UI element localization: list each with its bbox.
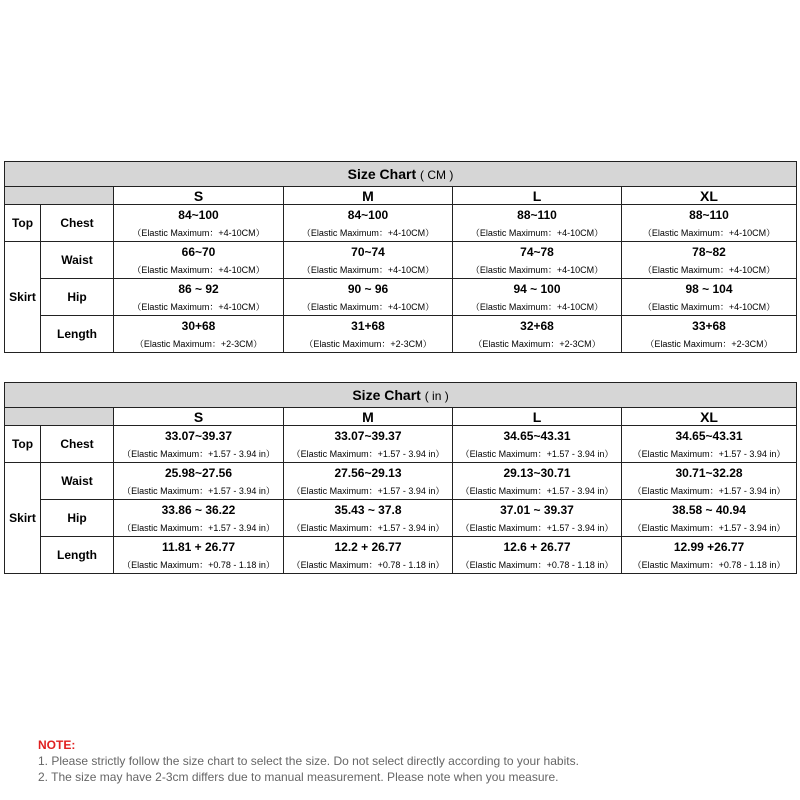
- elastic-note: （Elastic Maximum：+0.78 - 1.18 in）: [622, 556, 797, 574]
- size-header: S: [114, 408, 284, 426]
- size-header: XL: [622, 187, 797, 205]
- size-header: M: [284, 187, 453, 205]
- size-value: 84~100: [284, 205, 453, 225]
- elastic-note: （Elastic Maximum：+1.57 - 3.94 in）: [114, 482, 284, 500]
- size-value: 90 ~ 96: [284, 279, 453, 299]
- size-value: 74~78: [453, 242, 622, 262]
- size-value: 12.2 + 26.77: [284, 537, 453, 557]
- size-value: 33.07~39.37: [284, 426, 453, 446]
- elastic-note: （Elastic Maximum：+1.57 - 3.94 in）: [114, 519, 284, 537]
- size-value: 70~74: [284, 242, 453, 262]
- elastic-note: （Elastic Maximum：+2-3CM）: [453, 335, 622, 353]
- group-label-skirt: Skirt: [5, 242, 41, 353]
- elastic-note: （Elastic Maximum：+1.57 - 3.94 in）: [114, 445, 284, 463]
- elastic-note: （Elastic Maximum：+4-10CM）: [114, 224, 284, 242]
- size-value: 84~100: [114, 205, 284, 225]
- measurement-label: Length: [41, 316, 114, 353]
- elastic-note: （Elastic Maximum：+4-10CM）: [114, 261, 284, 279]
- size-value: 66~70: [114, 242, 284, 262]
- elastic-note: （Elastic Maximum：+4-10CM）: [622, 261, 797, 279]
- header-blank: [5, 187, 114, 205]
- size-value: 94 ~ 100: [453, 279, 622, 299]
- elastic-note: （Elastic Maximum：+4-10CM）: [622, 224, 797, 242]
- size-value: 27.56~29.13: [284, 463, 453, 483]
- elastic-note: （Elastic Maximum：+1.57 - 3.94 in）: [622, 482, 797, 500]
- elastic-note: （Elastic Maximum：+4-10CM）: [284, 298, 453, 316]
- elastic-note: （Elastic Maximum：+2-3CM）: [284, 335, 453, 353]
- elastic-note: （Elastic Maximum：+1.57 - 3.94 in）: [622, 519, 797, 537]
- size-value: 12.6 + 26.77: [453, 537, 622, 557]
- chart-unit: ( CM ): [420, 168, 454, 182]
- notes-section: [38, 737, 579, 785]
- group-label-skirt: Skirt: [5, 463, 41, 574]
- size-value: 33+68: [622, 316, 797, 336]
- size-value: 12.99 +26.77: [622, 537, 797, 557]
- size-value: 25.98~27.56: [114, 463, 284, 483]
- size-value: 98 ~ 104: [622, 279, 797, 299]
- note-item: 1. Please strictly follow the size chart to select the size. Do not select directly according to your habits.: [38, 754, 579, 768]
- elastic-note: （Elastic Maximum：+4-10CM）: [284, 261, 453, 279]
- size-header: L: [453, 408, 622, 426]
- size-value: 29.13~30.71: [453, 463, 622, 483]
- measurement-label: Chest: [41, 205, 114, 242]
- elastic-note: （Elastic Maximum：+2-3CM）: [114, 335, 284, 353]
- notes-label: NOTE:: [38, 738, 76, 752]
- elastic-note: （Elastic Maximum：+4-10CM）: [453, 224, 622, 242]
- chart-unit: ( in ): [424, 389, 449, 403]
- size-value: 33.07~39.37: [114, 426, 284, 446]
- measurement-label: Hip: [41, 279, 114, 316]
- size-value: 86 ~ 92: [114, 279, 284, 299]
- size-value: 34.65~43.31: [453, 426, 622, 446]
- group-label-top: Top: [5, 426, 41, 463]
- elastic-note: （Elastic Maximum：+2-3CM）: [622, 335, 797, 353]
- size-value: 30.71~32.28: [622, 463, 797, 483]
- header-blank: [5, 408, 114, 426]
- size-chart-cm-table: [4, 161, 797, 353]
- size-value: 11.81 + 26.77: [114, 537, 284, 557]
- elastic-note: （Elastic Maximum：+0.78 - 1.18 in）: [114, 556, 284, 574]
- chart-title: [5, 383, 797, 408]
- size-value: 88~110: [453, 205, 622, 225]
- measurement-label: Hip: [41, 500, 114, 537]
- measurement-label: Waist: [41, 463, 114, 500]
- size-value: 37.01 ~ 39.37: [453, 500, 622, 520]
- chart-title: [5, 162, 797, 187]
- elastic-note: （Elastic Maximum：+1.57 - 3.94 in）: [453, 519, 622, 537]
- size-value: 35.43 ~ 37.8: [284, 500, 453, 520]
- elastic-note: （Elastic Maximum：+1.57 - 3.94 in）: [284, 445, 453, 463]
- elastic-note: （Elastic Maximum：+4-10CM）: [622, 298, 797, 316]
- elastic-note: （Elastic Maximum：+1.57 - 3.94 in）: [622, 445, 797, 463]
- elastic-note: （Elastic Maximum：+0.78 - 1.18 in）: [284, 556, 453, 574]
- measurement-label: Length: [41, 537, 114, 574]
- elastic-note: （Elastic Maximum：+1.57 - 3.94 in）: [284, 519, 453, 537]
- size-chart-inch-table: [4, 382, 797, 574]
- elastic-note: （Elastic Maximum：+1.57 - 3.94 in）: [453, 482, 622, 500]
- size-value: 31+68: [284, 316, 453, 336]
- size-value: 78~82: [622, 242, 797, 262]
- size-value: 33.86 ~ 36.22: [114, 500, 284, 520]
- elastic-note: （Elastic Maximum：+1.57 - 3.94 in）: [284, 482, 453, 500]
- size-value: 88~110: [622, 205, 797, 225]
- size-header: XL: [622, 408, 797, 426]
- measurement-label: Chest: [41, 426, 114, 463]
- group-label-top: Top: [5, 205, 41, 242]
- elastic-note: （Elastic Maximum：+4-10CM）: [453, 261, 622, 279]
- chart-title-text: Size Chart: [347, 166, 417, 182]
- size-value: 30+68: [114, 316, 284, 336]
- size-value: 38.58 ~ 40.94: [622, 500, 797, 520]
- measurement-label: Waist: [41, 242, 114, 279]
- elastic-note: （Elastic Maximum：+0.78 - 1.18 in）: [453, 556, 622, 574]
- size-value: 34.65~43.31: [622, 426, 797, 446]
- elastic-note: （Elastic Maximum：+4-10CM）: [453, 298, 622, 316]
- elastic-note: （Elastic Maximum：+4-10CM）: [114, 298, 284, 316]
- elastic-note: （Elastic Maximum：+1.57 - 3.94 in）: [453, 445, 622, 463]
- elastic-note: （Elastic Maximum：+4-10CM）: [284, 224, 453, 242]
- size-header: M: [284, 408, 453, 426]
- size-header: L: [453, 187, 622, 205]
- size-value: 32+68: [453, 316, 622, 336]
- size-header: S: [114, 187, 284, 205]
- note-item: 2. The size may have 2-3cm differs due to manual measurement. Please note when you measure.: [38, 770, 559, 784]
- chart-title-text: Size Chart: [352, 387, 421, 403]
